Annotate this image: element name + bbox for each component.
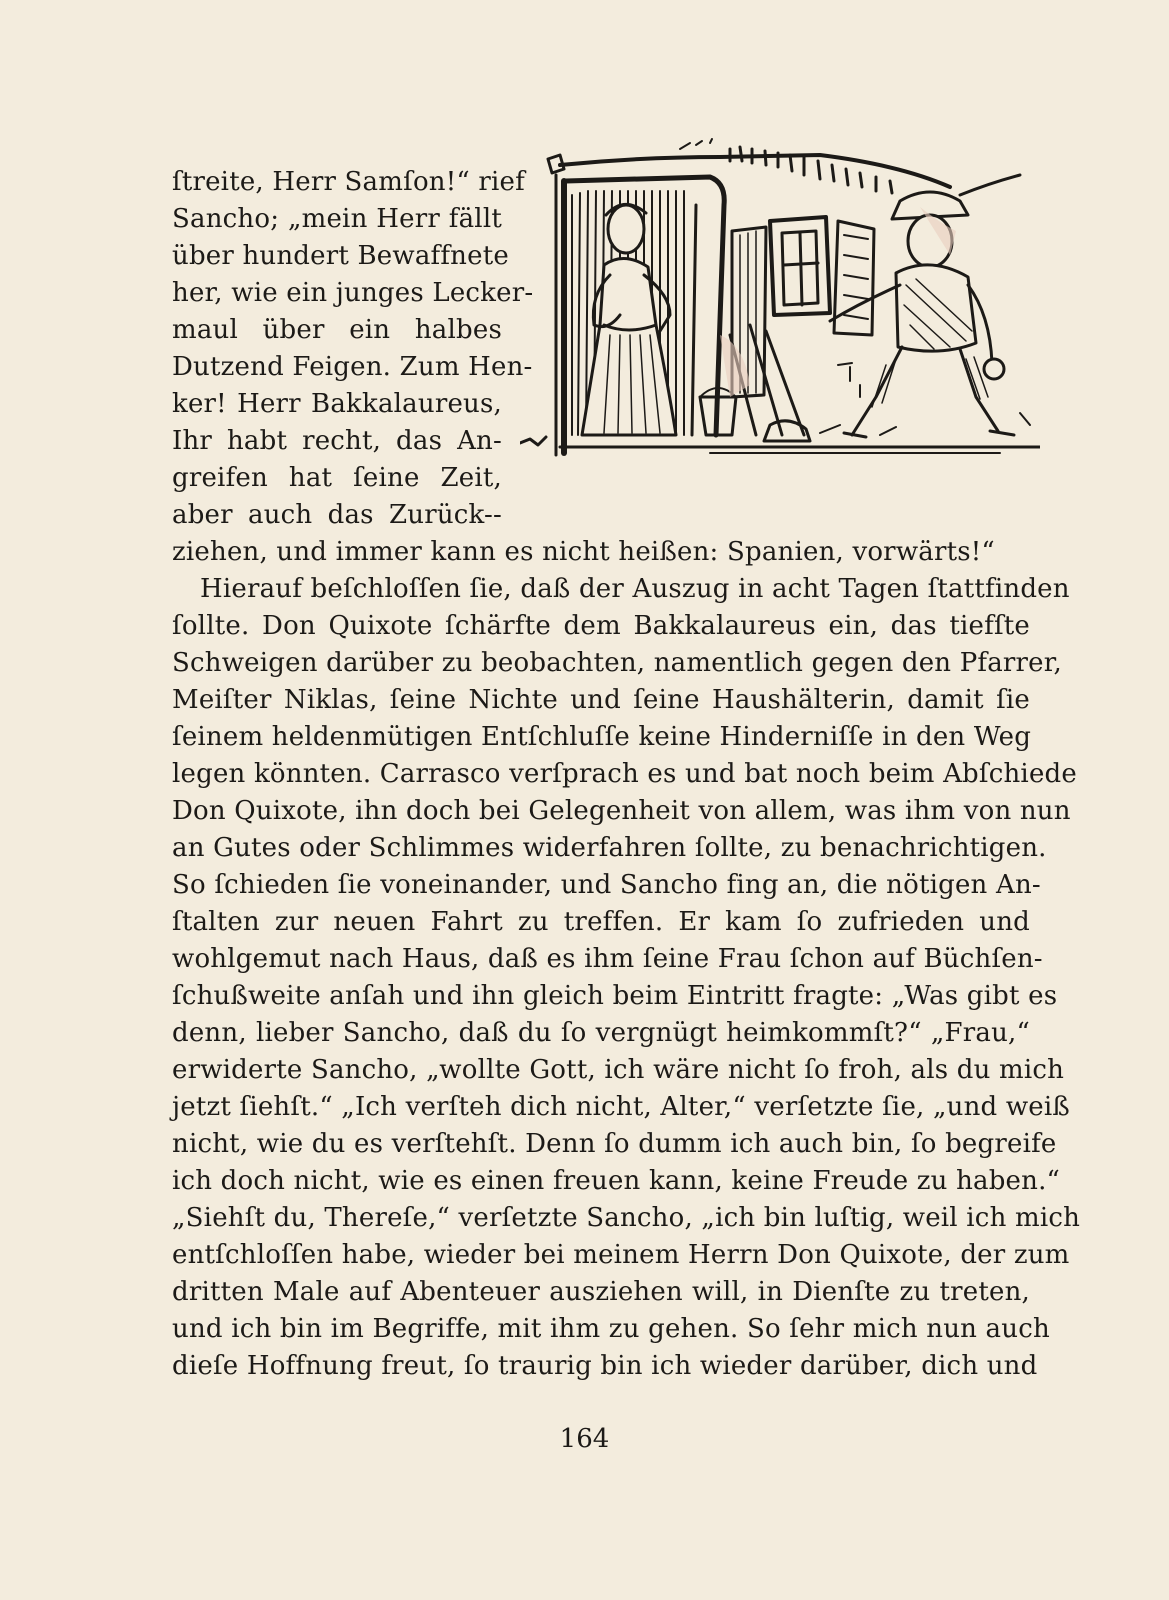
woodcut-illustration-icon — [520, 135, 1040, 470]
text-line: Schweigen darüber zu beobachten, namentlich gegen den Pfarrer, — [172, 648, 1063, 678]
text-line: entſchloſſen habe, wieder bei meinem Herrn Don Quixote, der zum — [172, 1240, 1070, 1270]
text-line: legen könnten. Carrasco verſprach es und bat noch beim Abſchiede — [172, 759, 1077, 789]
text-line: Sancho; „mein Herr fällt — [172, 204, 502, 234]
text-line: ker! Herr Bakkalaureus, — [172, 389, 502, 419]
text-line: ſchußweite anſah und ihn gleich beim Eintritt fragte: „Was gibt es — [172, 981, 1058, 1011]
text-line: jetzt ſiehſt.“ „Ich verſteh dich nicht, Alter,“ verſetzte ſie, „und weiß — [172, 1092, 1070, 1122]
text-line: ich doch nicht, wie es einen freuen kann, keine Freude zu haben.“ — [172, 1166, 1061, 1196]
text-line: ſollte. Don Quixote ſchärfte dem Bakkalaureus ein, das tiefſte — [172, 611, 1030, 641]
text-line: dritten Male auf Abenteuer ausziehen will, in Dienſte zu treten, — [172, 1277, 1030, 1307]
text-line: aber auch das Zurück-- — [172, 500, 502, 530]
text-line: ſtalten zur neuen Fahrt zu treffen. Er kam ſo zufrieden und — [172, 907, 1030, 937]
text-line: über hundert Bewaffnete — [172, 241, 509, 271]
text-line: greifen hat ſeine Zeit, — [172, 463, 502, 493]
text-line: an Gutes oder Schlimmes widerfahren ſollte, zu benachrichtigen. — [172, 833, 1047, 863]
text-line: Hierauf beſchloſſen ſie, daß der Auszug in acht Tagen ſtattfinden — [200, 574, 1070, 604]
text-line: wohlgemut nach Haus, daß es ihm ſeine Frau ſchon auf Büchſen- — [172, 944, 1043, 974]
text-line: erwiderte Sancho, „wollte Gott, ich wäre nicht ſo froh, als du mich — [172, 1055, 1065, 1085]
woodcut-illustration — [520, 135, 1040, 470]
text-line: ziehen, und immer kann es nicht heißen: Spanien, vorwärts!“ — [172, 537, 995, 567]
text-line: ſtreite, Herr Samſon!“ rief — [172, 167, 525, 197]
text-line: So ſchieden ſie voneinander, und Sancho fing an, die nötigen An- — [172, 870, 1041, 900]
text-line: „Siehſt du, Thereſe,“ verſetzte Sancho, „ich bin luſtig, weil ich mich — [172, 1203, 1081, 1233]
page-number: 164 — [559, 1424, 610, 1454]
text-line: dieſe Hoffnung freut, ſo traurig bin ich wieder darüber, dich und — [172, 1351, 1038, 1381]
text-line: Dutzend Feigen. Zum Hen- — [172, 352, 533, 382]
text-line: Ihr habt recht, das An- — [172, 426, 502, 456]
text-line: maul über ein halbes — [172, 315, 502, 345]
text-line: denn, lieber Sancho, daß du ſo vergnügt heimkommſt?“ „Frau,“ — [172, 1018, 1030, 1048]
text-line: Meiſter Niklas, ſeine Nichte und ſeine Haushälterin, damit ſie — [172, 685, 1030, 715]
text-line: Don Quixote, ihn doch bei Gelegenheit von allem, was ihm von nun — [172, 796, 1071, 826]
text-line: ſeinem heldenmütigen Entſchluſſe keine Hinderniſſe in den Weg — [172, 722, 1032, 752]
text-line: und ich bin im Begriffe, mit ihm zu gehen. So ſehr mich nun auch — [172, 1314, 1050, 1344]
text-line: nicht, wie du es verſtehſt. Denn ſo dumm ich auch bin, ſo begreife — [172, 1129, 1057, 1159]
text-line: her, wie ein junges Lecker- — [172, 278, 534, 308]
